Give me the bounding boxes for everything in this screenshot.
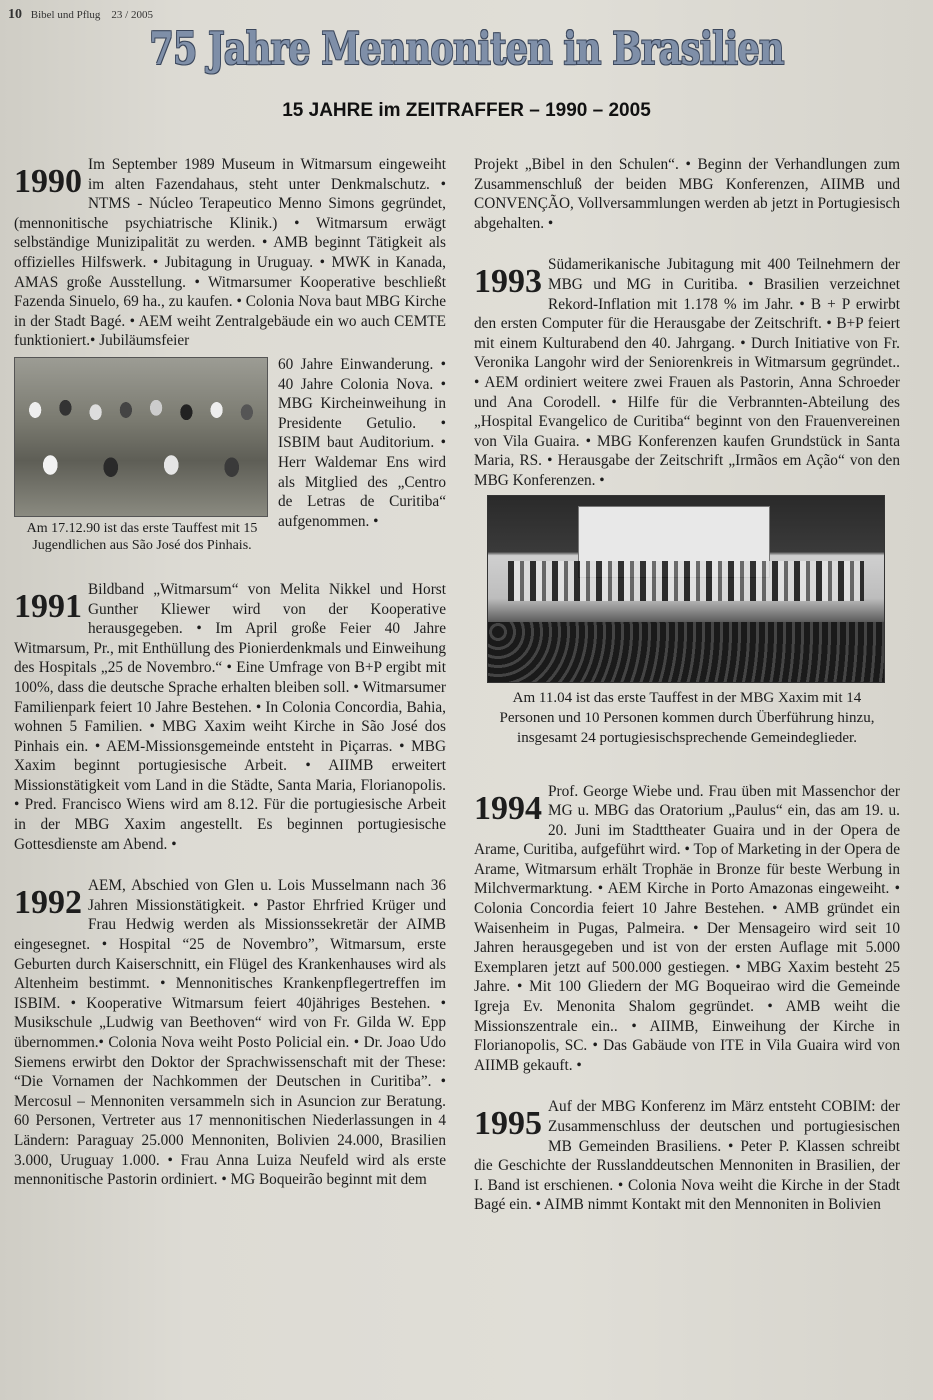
year-heading: 1990 bbox=[14, 163, 82, 200]
publication-name: Bibel und Pflug bbox=[30, 9, 101, 21]
baptism-photo bbox=[487, 495, 885, 683]
entry-1994 bbox=[474, 782, 900, 1076]
entry-text: Bildband „Witmarsum“ von Melita Nikkel und Horst Gunther Kliewer wird von der Kooperative herausgegeben. • Im April große Feier 40 Jahre Witmarsum, Pr., mit Enthüllung des Pionierdenkmals und Einweihung des Hospitals „25 de Novembro.“ • Eine Umfrage von B+P ergibt mit 100%, dass die deutsche Sprache erhalten bleiben soll. • Witmarsumer Familienpark feiert 10 Jahre Bestehen. • In Colonia Concordia, Bahia, wohnen 5 Familien. • MBG Xaxim weiht Kirche in São José dos Pinhais ein. • AEM-Missionsgemeinde entsteht in Piçarras. • MBG Xaxim beginnt portugiesische Arbeit. • AIIMB erweitert Missionstätigkeit vom Land in die Städte, Santa Maria, Florianopolis. • Pred. Francisco Wiens wird am 8.12. Für die portugiesische Arbeit in der MBG Xaxim angestellt. Es beginnen portugiesische Gottesdienste am Abend. • bbox=[14, 580, 446, 853]
page-header bbox=[8, 7, 153, 23]
group-photo bbox=[14, 357, 268, 517]
entry-text: Südamerikanische Jubitagung mit 400 Teilnehmern der MBG und MG in Curitiba. • Brasilien verzeichnet Rekord-Inflation mit 1.178 % im Jahr. • B + P erwirbt den ersten Computer für die Herausgabe der Zeitschrift. • B+P feiert mit einem Kulturabend den 40. Jahrgang. • Durch Initiative von Fr. Veronika Langohr wird der Seniorenkreis in Witmarsum gegründet.. • AEM ordiniert weitere zwei Frauen als Pastorin, Anna Schroeder und Ana Corodell. • Hilfe für die Verbrannten-Abteilung des „Hospital Evangelico de Curitiba“ beginnt von den Frauenvereinen von Vila Guaira. • MBG Konferenzen kaufen Grundstück in Santa Maria, RS. • Herausgabe der Zeitschrift „Irmãos em Ação“ von den MBG Konferenzen. • bbox=[474, 256, 900, 489]
right-column bbox=[474, 155, 900, 1237]
entry-1995 bbox=[474, 1097, 900, 1215]
entry-1993 bbox=[474, 255, 900, 747]
issue-number: 23 / 2005 bbox=[111, 9, 153, 21]
year-heading: 1993 bbox=[474, 263, 542, 301]
page-number: 10 bbox=[8, 7, 22, 22]
entry-text: Projekt „Bibel in den Schulen“. • Beginn der Verhandlungen zum Zusammenschluß der beiden MBG Konferenzen, AIIMB und CONVENÇÃO, Vollversammlungen werden ab jetzt in Portugiesisch abgehalten. • bbox=[474, 156, 900, 232]
year-heading: 1995 bbox=[474, 1105, 542, 1143]
left-column bbox=[14, 155, 446, 1212]
photo-figure-1993 bbox=[487, 495, 887, 748]
year-heading: 1994 bbox=[474, 789, 542, 827]
photo-caption: Am 17.12.90 ist das erste Tauffest mit 15 Jugendlichen aus São José dos Pinhais. bbox=[26, 520, 258, 553]
article-subtitle: 15 JAHRE im ZEITRAFFER – 1990 – 2005 bbox=[282, 100, 651, 121]
entry-1991 bbox=[14, 580, 446, 854]
entry-text: AEM, Abschied von Glen u. Lois Musselmann nach 36 Jahren Missionstätigkeit. • Pastor Ehrfried Krüger und Frau Hedwig werden als Missionssekretär der AIMB eingesegnet. • Hospital “25 de Novembro”, Witmarsum, erste Geburten durch Kaiserschnitt, ein Flügel des Krankenhauses wird als Altenheim bestimmt. • Mennonitisches Krankenpflegertreffen im ISBIM. • Kooperative Witmarsum feiert 40jähriges Bestehen. • Musikschule „Ludwig van Beethoven“ wird von Fr. Gilda W. Epp übernommen.• Colonia Nova weiht Posto Policial ein. • Dr. Joao Udo Siemens erwirbt den Doktor der Sprachwissenschaft mit der These: “Die Vornamen der Nachkommen der Deutschen in Curitiba”. • Mercosul – Mennoniten versammeln sich in Asuncion zur Beratung. 60 Personen, Vertreter aus 17 mennonitischen Niederlassungen in 4 Ländern: Paraguay 25.000 Mennoniten, Bolivien 24.000, Brasilien 3.000, Uruguay 1.000. • Frau Anna Luiza Neufeld wird als erste mennonitische Pastorin ordiniert. • MG Boqueirão beginnt mit dem bbox=[14, 877, 446, 1189]
year-heading: 1991 bbox=[14, 587, 82, 625]
entry-1992 bbox=[14, 876, 446, 1190]
entry-1990 bbox=[14, 155, 446, 558]
entry-1992-continued bbox=[474, 155, 900, 233]
photo-caption: Am 11.04 ist das erste Tauffest in der MBG Xaxim mit 14 Personen und 10 Personen kommen durch Überführung hinzu, insgesamt 24 portugiesischsprechende Gemeindeglieder. bbox=[499, 689, 875, 746]
year-heading: 1992 bbox=[14, 884, 82, 922]
entry-text: Prof. George Wiebe und. Frau üben mit Massenchor der MG u. MBG das Oratorium „Paulus“ ein, das am 19. u. 20. Juni im Stadttheater Guaira und in der Opera de Arame, Curitiba, aufgeführt wird. • Top of Marketing in der Opera de Arame, Witmarsum erhält Trophäe in Bronze für beste Werbung in Milchvermarktung. • AEM Kirche in Porto Amazonas eingeweiht. • Colonia Concordia feiert 10 Jahre Bestehen. • AMB gründet ein Waisenheim in Pugas, Palmeira. • Der Mensageiro wird seit 10 Jahren herausgegeben und ist von der ersten Auflage mit 5.000 Exemplaren jetzt auf 500.000 gestiegen. • MBG Xaxim besteht 25 Jahre. • Mit 100 Gliedern der MG Boqueirao wird die Gemeinde Igreja Ev. Menonita Shalom gegründet. • AMB weiht die Missionszentrale ein.. • AIIMB, Einweihung der Kirche in Florianopolis, SC. • Das Gabäude von ITE in Vila Guaira wird von AIIMB gekauft. • bbox=[474, 782, 900, 1074]
entry-text: Auf der MBG Konferenz im März entsteht COBIM: der Zusammenschluss der deutschen und portugiesischen MB Gemeinden Brasiliens. • Peter P. Klassen schreibt die Geschichte der Russlanddeutschen Mennoniten in Brasilien, der I. Band ist erschienen. • Colonia Nova weiht die Kirche in der Stadt Bagé ein. • AIMB nimmt Kontakt mit den Mennoniten in Bolivien bbox=[474, 1098, 900, 1214]
article-title: 75 Jahre Mennoniten in Brasilien bbox=[149, 22, 784, 75]
entry-text-continued: 60 Jahre Einwanderung. • 40 Jahre Colonia Nova. • MBG Kircheinweihung in Presidente Getulio. • ISBIM baut Auditorium. • Herr Waldemar Ens wird als Mitglied des „Centro de Letras de Curitiba“ aufgenommen. • bbox=[278, 355, 446, 530]
photo-figure-1990 bbox=[14, 357, 270, 554]
entry-text: Im September 1989 Museum in Witmarsum eingeweiht im alten Fazendahaus, steht unter Denkmalschutz. • NTMS - Núcleo Terapeutico Menno Simons gegründet, (mennonitische psychiatrische Klinik.) • Witmarsum erwägt selbständige Munizipalität zu werden. • AMB beginnt Tätigkeit als offizielles Hilfswerk. • Jubitagung in Uruguay. • MWK in Kanada, AMAS große Ausstellung. • Witmarsumer Kooperative beschließt Fazenda Sinuelo, 69 ha., zu kaufen. • Colonia Nova baut MBG Kirche in der Stadt Bagé. • AEM weiht Zentralgebäude ein wo auch CEMTE funktioniert.• Jubiläumsfeier bbox=[14, 156, 446, 350]
